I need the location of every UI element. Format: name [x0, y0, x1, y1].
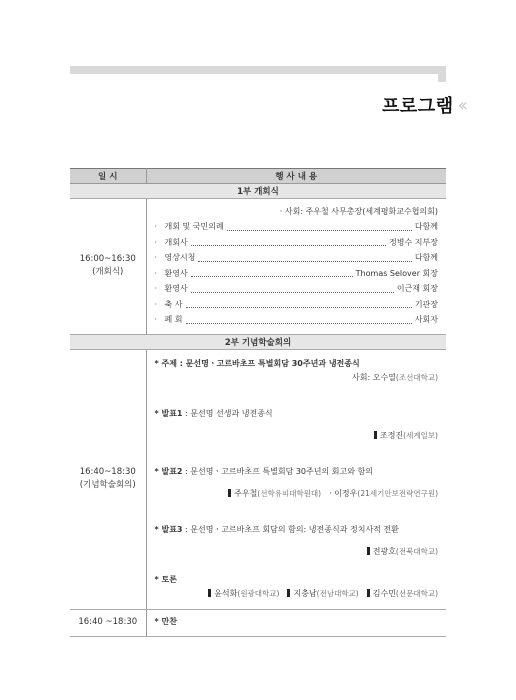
- presentation-item: [155, 457, 439, 515]
- session2-heading-row: [70, 334, 446, 349]
- item-value: 사회자: [414, 315, 438, 324]
- item-label: 영상시청: [164, 253, 196, 262]
- dotted-leader: [191, 245, 386, 246]
- session1-row: [70, 199, 446, 335]
- speaker-affiliation: (21세기안보전략연구원): [357, 488, 438, 498]
- presentation-item: [155, 399, 439, 457]
- panelist-affiliation: (전남대학교): [316, 588, 359, 598]
- session1-chair: · 사회: 주우철 사무총장(세계평화교수협의회): [279, 207, 438, 216]
- dotted-leader: [191, 276, 353, 277]
- square-bullet-icon: [287, 589, 290, 597]
- dotted-leader: [227, 230, 412, 231]
- item-label: 환영사: [164, 268, 188, 278]
- session3-row: [70, 609, 446, 636]
- session1-item: [155, 235, 439, 251]
- item-label: 개회사: [164, 237, 188, 247]
- session2-moderator: [155, 371, 439, 385]
- presentation-heading: [155, 523, 439, 537]
- presentation-title: : 문선명 선생과 냉전종식: [185, 408, 273, 418]
- header-event: 행 사 내 용: [146, 169, 446, 184]
- speaker-name: 주우철: [234, 488, 258, 498]
- panelist: [367, 589, 438, 598]
- square-bullet-icon: [374, 431, 377, 439]
- speaker-name: 조정진: [379, 430, 404, 440]
- session2-time: 16:40~18:30: [79, 467, 136, 477]
- dotted-leader: [186, 323, 412, 324]
- dotted-leader: [186, 307, 412, 308]
- speaker: [329, 489, 438, 498]
- dotted-leader: [191, 292, 394, 293]
- bullet-dot-icon: ·: [154, 222, 158, 231]
- presentation-label: * 발표1: [154, 408, 183, 418]
- session1-item: [155, 297, 439, 313]
- panelist: [208, 589, 279, 598]
- spacer: [155, 537, 439, 545]
- speaker-name: 전광호: [372, 546, 396, 556]
- session2-time-note: (기념학술회의): [79, 480, 136, 490]
- item-label: 폐 회: [164, 315, 183, 324]
- session2-theme: * 주제 : 문선명ㆍ고르바초프 특별회담 30주년과 냉전종식: [154, 358, 360, 368]
- item-label: 환영사: [164, 284, 188, 293]
- moderator-affiliation: (조선대학교): [395, 372, 438, 382]
- moderator-name: 사회: 오수열: [352, 372, 396, 382]
- panelist-affiliation: (원광대학교): [237, 588, 280, 598]
- session2-row: [70, 349, 446, 609]
- session1-item-list: [155, 219, 439, 328]
- speaker: [367, 547, 438, 556]
- presentation-title: : 문선명ㆍ고르바초프 특별회담 30주년의 회고와 함의: [185, 466, 373, 476]
- session3-label: * 만찬: [154, 616, 177, 626]
- presentation-heading: [155, 407, 439, 421]
- presentation-item: [155, 515, 439, 573]
- speaker: [374, 431, 438, 440]
- panelist-name: 윤석화: [214, 588, 238, 598]
- session1-content: [146, 199, 446, 335]
- item-value: 이근재 회장: [396, 284, 438, 293]
- speaker-affiliation: (선학유피대학원대): [257, 488, 322, 498]
- bullet-dot-icon: ·: [154, 237, 158, 247]
- top-bar-end-cap: [438, 66, 446, 82]
- speaker-affiliation: (전북대학교): [395, 546, 438, 556]
- session2-heading: 2부 기념학술회의: [70, 334, 446, 349]
- program-table: [70, 168, 446, 637]
- session1-time-note: (개회식): [92, 267, 124, 278]
- speaker-name: · 이정우: [329, 488, 358, 498]
- spacer: [155, 515, 439, 523]
- session2-time-cell: [70, 349, 146, 609]
- panelist-affiliation: (선문대학교): [395, 588, 438, 598]
- item-value: 기관장: [414, 299, 438, 309]
- panelist-name: 김수민: [372, 588, 396, 598]
- discussion-label: * 토론: [154, 574, 177, 584]
- page-title-text: 프로그램: [382, 96, 454, 117]
- top-decorative-bar: [70, 66, 446, 74]
- spacer: [155, 457, 439, 465]
- square-bullet-icon: [367, 547, 370, 555]
- presentation-heading: [155, 465, 439, 479]
- bullet-dot-icon: ·: [154, 299, 158, 309]
- item-label: 축 사: [164, 299, 183, 309]
- table-header-row: [70, 169, 446, 184]
- square-bullet-icon: [367, 589, 370, 597]
- item-value: Thomas Selover 회장: [355, 268, 438, 278]
- session1-item: [155, 312, 439, 328]
- bullet-dot-icon: ·: [154, 315, 158, 324]
- session1-item: [155, 250, 439, 266]
- spacer: [155, 443, 439, 457]
- bullet-dot-icon: ·: [154, 284, 158, 293]
- item-value: 다함께: [414, 253, 438, 262]
- square-bullet-icon: [228, 489, 231, 497]
- presentation-label: * 발표2: [154, 466, 183, 476]
- session1-item: [155, 281, 439, 297]
- session1-item: [155, 219, 439, 235]
- presentation-label: * 발표3: [154, 524, 183, 534]
- item-label: 개회 및 국민의례: [164, 222, 224, 231]
- presentation-list: [155, 399, 439, 573]
- presentation-speakers: [155, 545, 439, 559]
- square-bullet-icon: [208, 589, 211, 597]
- panelist-name: 지충남: [293, 588, 317, 598]
- presentation-speakers: [155, 429, 439, 443]
- spacer: [155, 421, 439, 429]
- header-time: 일 시: [70, 169, 146, 184]
- page-title: [382, 92, 464, 118]
- session3-time: 16:40 ~18:30: [70, 609, 146, 636]
- spacer: [155, 501, 439, 515]
- session1-item: [155, 266, 439, 282]
- spacer: [155, 559, 439, 573]
- session1-heading-row: [70, 184, 446, 199]
- speaker: [228, 489, 321, 498]
- item-value: 다함께: [414, 222, 438, 231]
- session3-content: [146, 609, 446, 636]
- spacer: [155, 479, 439, 487]
- item-value: 정병수 지부장: [389, 237, 438, 247]
- discussion-panel: [155, 587, 439, 601]
- speaker-affiliation: (세계일보): [403, 430, 438, 440]
- double-chevron-left-icon: ‹‹: [457, 94, 464, 116]
- session2-content: [146, 349, 446, 609]
- session1-time: 16:00~16:30: [79, 254, 136, 265]
- dotted-leader: [198, 261, 411, 262]
- spacer: [155, 399, 439, 407]
- session1-time-cell: [70, 199, 146, 335]
- panelist: [287, 589, 358, 598]
- bullet-dot-icon: ·: [154, 268, 158, 278]
- presentation-title: : 문선명ㆍ고르바초프 회담의 함의: 냉전종식과 정치사적 전환: [185, 524, 399, 534]
- session1-heading: 1부 개회식: [70, 184, 446, 199]
- bullet-dot-icon: ·: [154, 253, 158, 262]
- presentation-speakers: [155, 487, 439, 501]
